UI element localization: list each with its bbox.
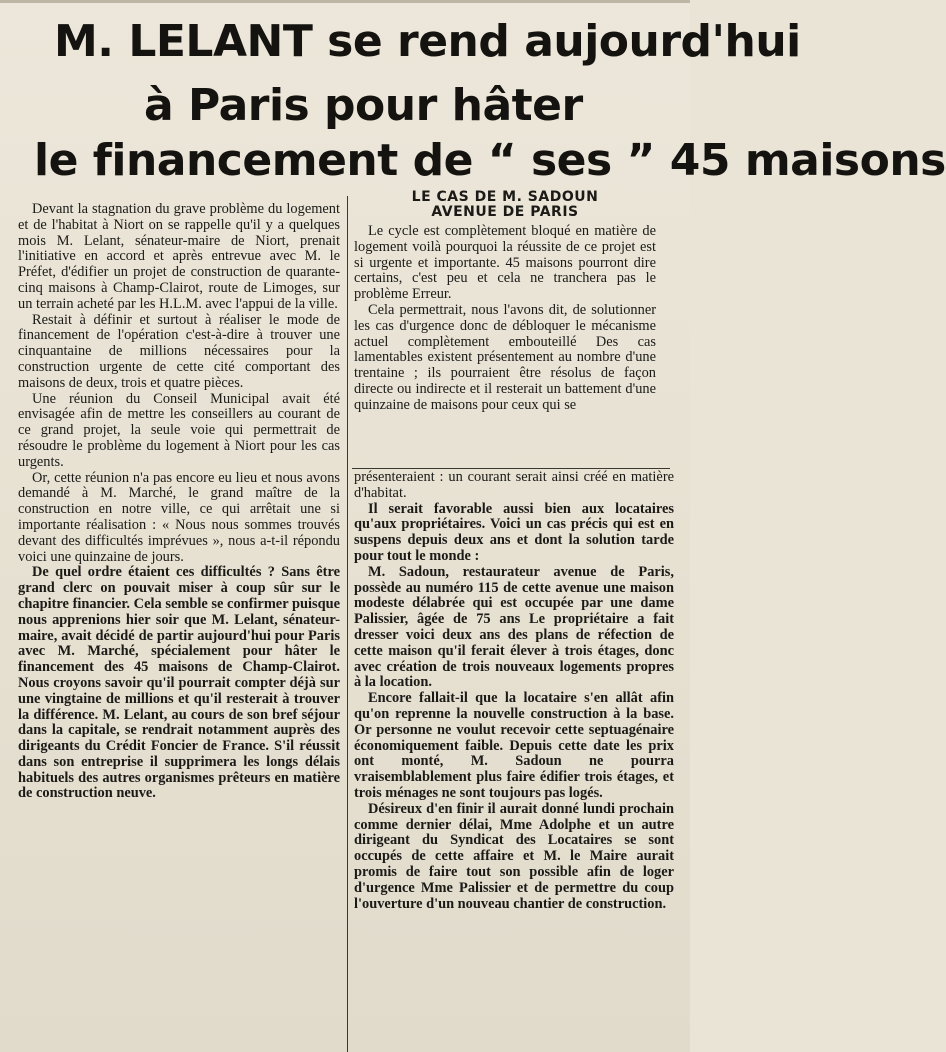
paragraph: Une réunion du Conseil Municipal avait été envisagée afin de mettre les conseillers au courant de ce grand projet, la seule voie qui permettrait de résoudre le problème du logement à Niort pour les cas urgents. [18,390,340,470]
paragraph: Or, cette réunion n'a pas encore eu lieu et nous avons demandé à M. Marché, le grand maître de la construction en notre ville, ce qui arrêtait une si importante réalisation : « Nous nous sommes trouvés devant des difficultés imprévues », nous a-t-il répondu voici une quinzaine de jours. [18,469,340,565]
paragraph: Cela permettrait, nous l'avons dit, de solutionner les cas d'urgence donc de débloquer le mécanisme actuel complètement embouteillé Des cas lamentables existent présentement au nombre d'une trentaine ; ils pourraient être résolus de façon directe ou indirecte et il resterait un battement d'une quinzaine de maisons pour ceux qui se [354,301,656,413]
paragraph: M. Sadoun, restaurateur avenue de Paris, possède au numéro 115 de cette avenue une maison modeste délabrée qui est occupée par une dame Palissier, âgée de 75 ans Le propriétaire a fait dresser voici deux ans des plans de réfection de cette maison qu'il ferait élever à trois étages, donc avec création de trois nouveaux logements propres à la location. [354,563,674,691]
headline-line-2: à Paris pour hâter [144,80,583,131]
clipping-top-edge [0,0,690,3]
paragraph: Restait à définir et surtout à réaliser le mode de financement de l'opération c'est-à-dire à trouver une cinquantaine de millions nécessaires pour la construction urgente de cette cité comportant des maisons de deux, trois et quatre pièces. [18,311,340,391]
right-column-top [354,190,656,414]
paragraph: Il serait favorable aussi bien aux locataires qu'aux propriétaires. Voici un cas précis qui est en suspens depuis deux ans et dont la solution tarde pour tout le monde : [354,500,674,564]
column-divider [347,196,348,1052]
paragraph: présenteraient : un courant serait ainsi créé en matière d'habitat. [354,469,674,501]
paragraph: Le cycle est complètement bloqué en matière de logement voilà pourquoi la réussite de ce projet est si urgente et importante. 45 maisons pourront dire certains, c'est peu et cela ne tranchera pas le problème Erreur. [354,223,656,303]
section-subhead [354,190,656,220]
left-column [18,202,340,802]
paragraph: De quel ordre étaient ces difficultés ? Sans être grand clerc on pouvait miser à coup sûr sur le chapitre financier. Cela semble se confirmer puisque nous apprenions hier soir que M. Lelant, sénateur-maire, avait décidé de partir aujourd'hui pour Paris avec M. Marché, spécialement pour hâter le financement des 45 maisons de Champ-Clairot. Nous croyons savoir qu'il pourrait compter déjà sur une vingtaine de millions et qu'il resterait à trouver la différence. M. Lelant, au cours de son bref séjour dans la capitale, se rendrait notamment auprès des dirigeants du Crédit Foncier de France. S'il réussit dans son entreprise il supprimera les longs délais habituels des autres organismes prêteurs en matière de construction neuve. [18,564,340,802]
paragraph: Désireux d'en finir il aurait donné lundi prochain comme dernier délai, Mme Adolphe et un autre dirigeant du Syndicat des Locataires se sont occupés de cette affaire et M. le Maire aurait promis de faire tout son possible afin de loger d'urgence Mme Palissier et de permettre du coup l'ouverture d'un nouveau chantier de construction. [354,800,674,912]
subhead-line-1: LE CAS DE M. SADOUN [411,189,599,205]
headline-line-1: M. LELANT se rend aujourd'hui [54,16,801,67]
paragraph: Devant la stagnation du grave problème du logement et de l'habitat à Niort on se rappelle qu'il y a quelques mois M. Lelant, sénateur-maire de Niort, prenait l'initiative en accord et après entrevue avec M. le Préfet, d'édifier un projet de construction de quarante-cinq maisons à Champ-Clairot, route de Limoges, sur un terrain acheté par les H.L.M. avec l'appui de la ville. [18,201,340,312]
subhead-line-2: AVENUE DE PARIS [431,204,579,220]
right-column-bottom [354,470,674,912]
paragraph: Encore fallait-il que la locataire s'en allât afin qu'on reprenne la nouvelle construction à la base. Or personne ne voulut recevoir cette septuagénaire économiquement faible. Depuis cette date les prix ont monté, M. Sadoun ne pourra vraisemblablement plus faire édifier trois étages, et trois ménages ne sont toujours pas logés. [354,690,674,801]
headline-line-3: le financement de “ ses ” 45 maisons [34,135,946,186]
